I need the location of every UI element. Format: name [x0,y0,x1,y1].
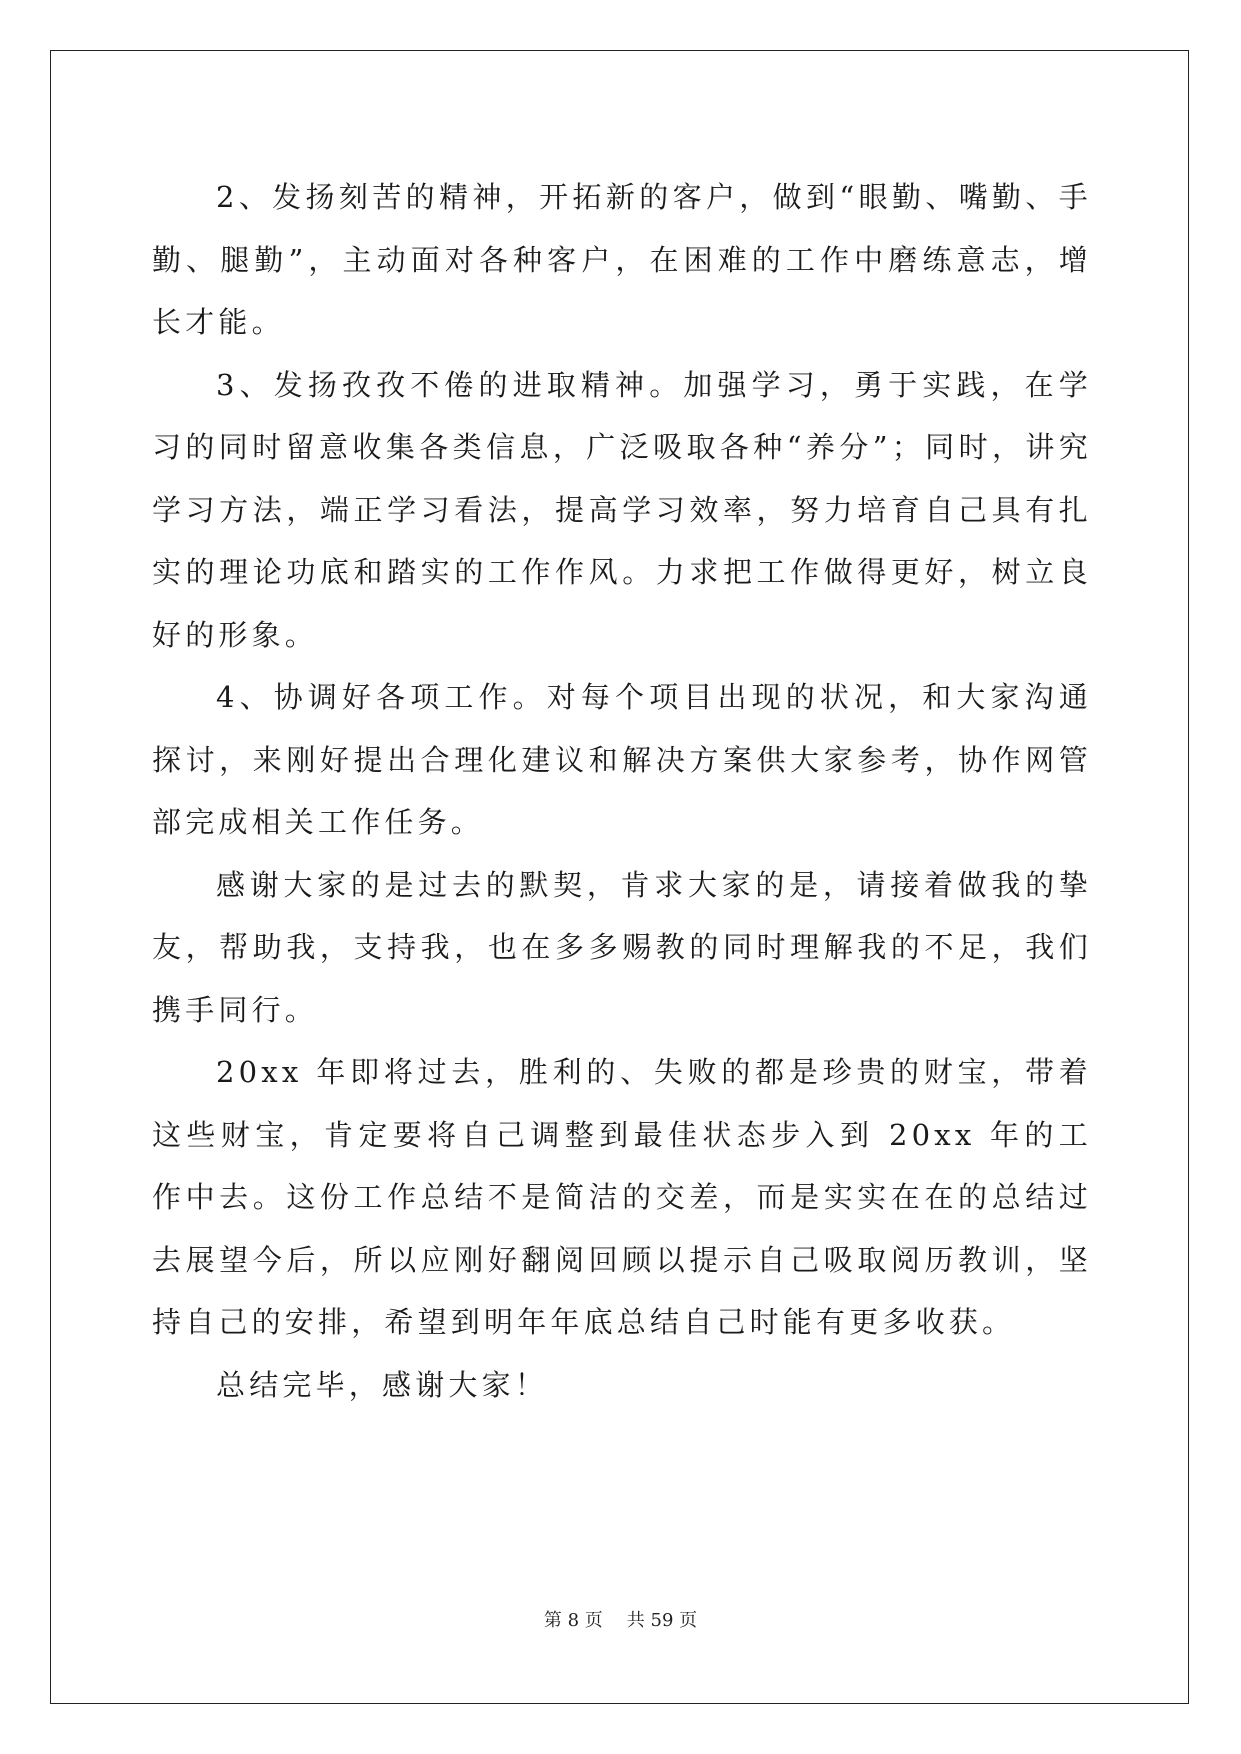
paragraph-3: 3、发扬孜孜不倦的进取精神。加强学习，勇于实践，在学习的同时留意收集各类信息，广泛吸取各种“养分”；同时，讲究学习方法，端正学习看法，提高学习效率，努力培育自己具有扎实的理论功底和踏实的工作作风。力求把工作做得更好，树立良好的形象。 [152,367,1092,652]
document-body [152,166,1092,1416]
paragraph-closing: 总结完毕，感谢大家！ [216,1367,549,1402]
paragraph-2: 2、发扬刻苦的精神，开拓新的客户，做到“眼勤、嘴勤、手勤、腿勤”，主动面对各种客户，在困难的工作中磨练意志，增长才能。 [152,180,1092,339]
current-page-number: 第 8 页 [543,1610,603,1631]
total-page-count: 共 59 页 [626,1610,698,1631]
paragraph-thanks: 感谢大家的是过去的默契，肯求大家的是，请接着做我的挚友，帮助我，支持我，也在多多赐教的同时理解我的不足，我们携手同行。 [152,867,1092,1027]
page-footer [0,1606,1241,1632]
paragraph-4: 4、协调好各项工作。对每个项目出现的状况，和大家沟通探讨，来刚好提出合理化建议和解决方案供大家参考，协作网管部完成相关工作任务。 [152,680,1092,839]
paragraph-year-summary: 20xx 年即将过去，胜利的、失败的都是珍贵的财宝，带着这些财宝，肯定要将自己调整到最佳状态步入到 20xx 年的工作中去。这份工作总结不是简洁的交差，而是实实在在的总结过去展望今后，所以应刚好翻阅回顾以提示自己吸取阅历教训，坚持自己的安排，希望到明年年底总结自己时能有更多收获。 [152,1055,1092,1339]
